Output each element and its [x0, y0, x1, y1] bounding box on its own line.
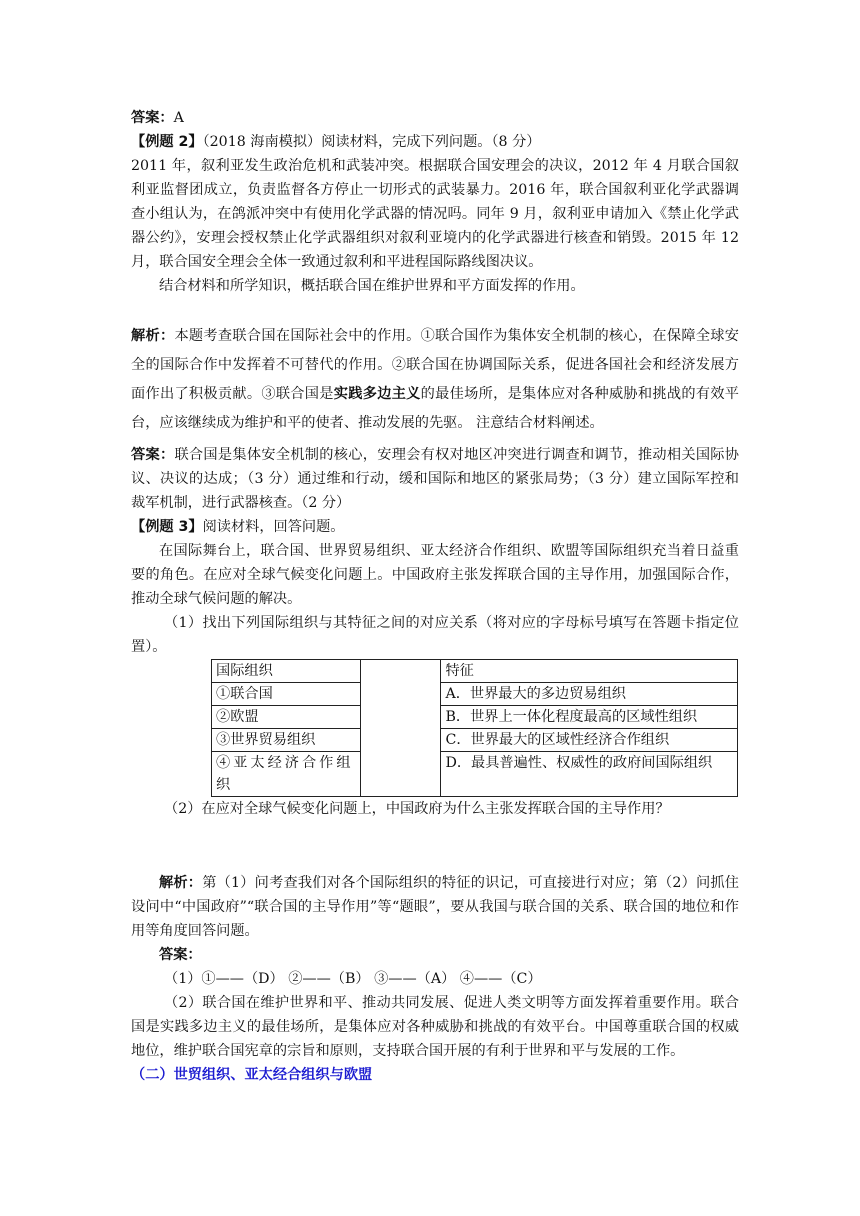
example2-answer: 答案：联合国是集体安全机制的核心，安理会有权对地区冲突进行调查和调节，推动相关国际协议、决议的达成；（3 分）通过维和行动，缓和国际和地区的紧张局势；（3 分）建立国际军控和裁军机制，进行武器核查。（2 分） — [131, 447, 739, 511]
example3-question2: （2）在应对全球气候变化问题上，中国政府为什么主张发挥联合国的主导作用？ — [164, 801, 670, 817]
table-row — [212, 706, 738, 729]
organizations-table — [211, 659, 738, 797]
example2-title: 【例题 2】（2018 海南模拟）阅读材料，完成下列问题。（8 分） — [131, 134, 541, 150]
example3-answer1: （1）①——（D） ②——（B） ③——（A） ④——（C） — [164, 971, 542, 987]
table-blank-column — [361, 660, 441, 797]
table-cell-organization: ①联合国 — [212, 683, 361, 706]
table-cell-organization: ②欧盟 — [212, 706, 361, 729]
example3-answer2: （2）联合国在维护世界和平、推动共同发展、促进人类文明等方面发挥着重要作用。联合国是实践多边主义的最佳场所，是集体应对各种威胁和挑战的有效平台。中国尊重联合国的权威地位，维护联合国宪章的宗旨和原则，支持联合国开展的有利于世界和平与发展的工作。 — [131, 995, 739, 1059]
table-cell-feature: D．最具普遍性、权威性的政府间国际组织 — [441, 752, 738, 797]
section-heading: （二）世贸组织、亚太经合组织与欧盟 — [131, 1067, 373, 1083]
example3-analysis: 解析：第（1）问考查我们对各个国际组织的特征的识记，可直接进行对应；第（2）问抓住设问中“中国政府”“联合国的主导作用”等“题眼”，要从我国与联合国的关系、联合国的地位和作用等角度回答问题。 — [131, 875, 739, 939]
example2-material: 2011 年，叙利亚发生政治危机和武装冲突。根据联合国安理会的决议，2012 年 4 月联合国叙利亚监督团成立，负责监督各方停止一切形式的武装暴力。2016 年，联合国叙利亚化学武器调查小组认为，在鸽派冲突中有使用化学武器的情况吗。同年 9 月，叙利亚申请加入《禁止化学武器公约》，安理会授权禁止化学武器组织对叙利亚境内的化学武器进行核查和销毁。2015 年 12 月，联合国安全理会全体一致通过叙利和平进程国际路线图决议。 — [131, 158, 739, 270]
table-cell-organization: ④亚太经济合作组织 — [212, 752, 361, 797]
table-cell-organization: ③世界贸易组织 — [212, 729, 361, 752]
document-page — [131, 106, 739, 1087]
table-row — [212, 729, 738, 752]
example3-question1: （1）找出下列国际组织与其特征之间的对应关系（将对应的字母标号填写在答题卡指定位置）。 — [131, 615, 739, 655]
table-cell-feature: C．世界最大的区域性经济合作组织 — [441, 729, 738, 752]
answer-line: 答案：A — [131, 110, 184, 126]
example2-analysis: 解析：本题考查联合国在国际社会中的作用。①联合国作为集体安全机制的核心，在保障全球安全的国际合作中发挥着不可替代的作用。②联合国在协调国际关系，促进各国社会和经济发展方面作出了积极贡献。③联合国是实践多边主义的最佳场所，是集体应对各种威胁和挑战的有效平台，应该继续成为维护和平的使者、推动发展的先驱。 注意结合材料阐述。 — [131, 328, 739, 431]
table-cell-feature: B．世界上一体化程度最高的区域性组织 — [441, 706, 738, 729]
example2-question: 结合材料和所学知识，概括联合国在维护世界和平方面发挥的作用。 — [159, 278, 585, 294]
table-cell-feature: A．世界最大的多边贸易组织 — [441, 683, 738, 706]
example3-answer-label: 答案： — [159, 947, 202, 963]
example3-title: 【例题 3】阅读材料，回答问题。 — [131, 519, 345, 535]
table-header-organization: 国际组织 — [212, 660, 361, 683]
table-row — [212, 683, 738, 706]
table-row — [212, 752, 738, 797]
example3-material: 在国际舞台上，联合国、世界贸易组织、亚太经济合作组织、欧盟等国际组织充当着日益重要的角色。在应对全球气候变化问题上。中国政府主张发挥联合国的主导作用，加强国际合作，推动全球气候问题的解决。 — [131, 543, 739, 607]
table-row — [212, 660, 738, 683]
table-header-feature: 特征 — [441, 660, 738, 683]
